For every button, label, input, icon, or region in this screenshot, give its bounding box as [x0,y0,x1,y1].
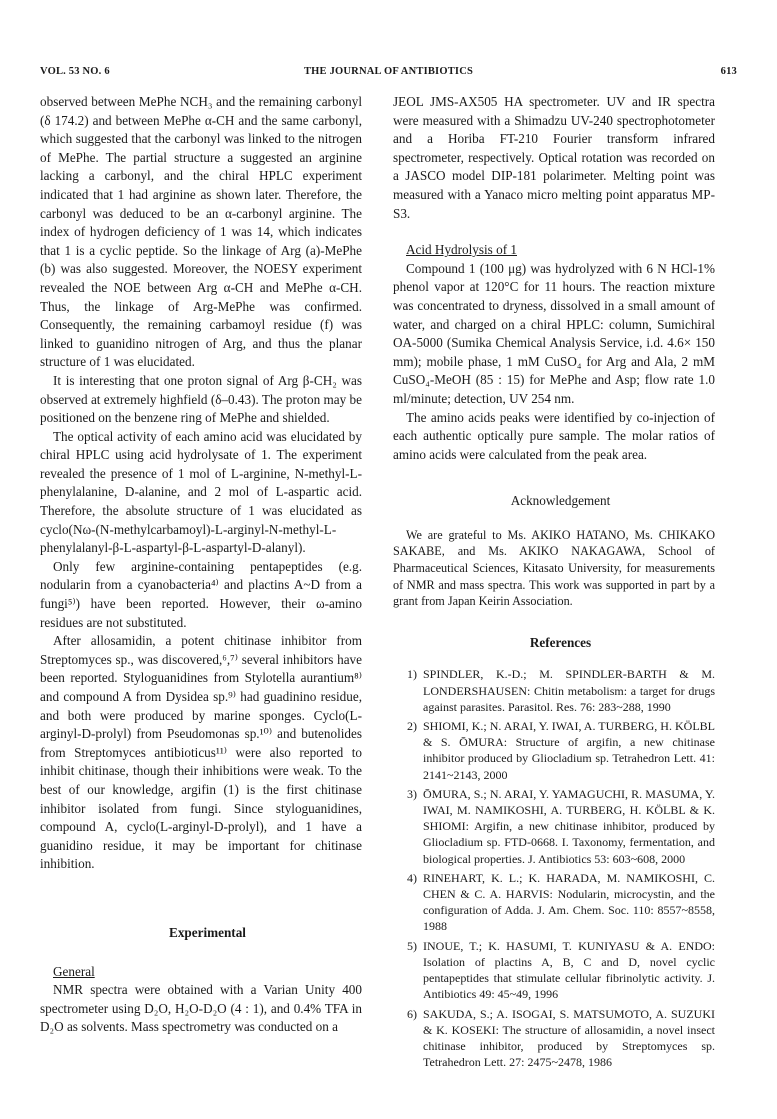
acknowledgement-text: We are grateful to Ms. AKIKO HATANO, Ms. CHIKAKO SAKABE, and Ms. AKIKO NAKAGAWA, School of Pharmaceutical Sciences, Kitasato University, for measurements of NMR and mass spectra. This work was supported in part by a grant from Japan Keirin Association. [393,527,715,609]
reference-item: 5) INOUE, T.; K. HASUMI, T. KUNIYASU & A. ENDO: Isolation of plactins A, B, C and D, novel cyclic pentapeptides that stimulate cellular fibrinolytic activity. J. Antibiotics 49: 45~49, 1996 [407,938,715,1002]
reference-item: 1) SPINDLER, K.-D.; M. SPINDLER-BARTH & M. LONDERSHAUSEN: Chitin metabolism: a target for drugs against parasites. Parasitol. Res. 76: 283~288, 1990 [407,667,715,714]
paragraph-pentapeptides: Only few arginine-containing pentapeptides (e.g. nodularin from a cyanobacteria⁴⁾ and plactins A~D from a fungi⁵⁾) have been reported. However, their ω-amino residues are not substituted. [40,558,362,630]
paragraph-general: NMR spectra were obtained with a Varian Unity 400 spectrometer using D₂O, H₂O-D₂O (4 : 1), and 0.4% TFA in D₂O as solvents. Mass spectrometry was conducted on a [40,982,362,1035]
reference-item: 3) ŌMURA, S.; N. ARAI, Y. YAMAGUCHI, R. MASUMA, Y. IWAI, M. NAMIKOSHI, A. TURBERG, H. KÖLBL & K. SHIOMI: Argifin, a new chitinase inhibitor, produced by Gliocladium sp. FTD-0668. I. Taxonomy, fermentation, and biological properties. J. Antibiotics 53: 603~608, 2000 [407,786,715,866]
general-subheading: General [53,963,95,979]
reference-item: 4) RINEHART, K. L.; K. HARADA, M. NAMIKOSHI, C. CHEN & C. A. HARVIS: Nodularin, microcystin, and the configuration of Adda. J. Am. Chem. Soc. 110: 8557~8558, 1988 [407,870,715,934]
paragraph-highfield: It is interesting that one proton signal of Arg β-CH₂ was observed at extremely highfield (δ–0.43). The proton may be positioned on the benzene ring of MePhe and shielded. [40,372,362,426]
references-list [393,666,715,1070]
reference-item: 6) SAKUDA, S.; A. ISOGAI, S. MATSUMOTO, A. SUZUKI & K. KOSEKI: The structure of allosamidin, a novel insect chitinase inhibitor, produced by Streptomyces sp. Tetrahedron Lett. 27: 2475~2478, 1986 [407,1006,715,1070]
right-column [393,93,715,1073]
paragraph-amino-acid-peaks: The amino acids peaks were identified by co-injection of each authentic optically pure sample. The molar ratios of amino acids were calculated from the peak area. [393,409,715,462]
paragraph-acid-hydrolysis: Compound 1 (100 μg) was hydrolyzed with 6 N HCl-1% phenol vapor at 120°C for 11 hours. The reaction mixture was concentrated to dryness, dissolved in a small amount of water, and charged on a chiral HPLC: column, Sumichiral OA-5000 (Sumika Chemical Analysis Service, i.d. 4.6× 150 mm); mobile phase, 1 mM CuSO₄ for Arg and Ala, 2 mM CuSO₄-MeOH (85 : 15) for MePhe and Asp; flow rate 1.0 ml/minute; detection, UV 254 nm. [393,260,715,406]
journal-title: THE JOURNAL OF ANTIBIOTICS [303,66,474,77]
left-column [40,93,362,1037]
acknowledgement-heading: Acknowledgement [510,493,611,509]
volume-label: VOL. 53 NO. 6 [40,66,110,77]
reference-item: 2) SHIOMI, K.; N. ARAI, Y. IWAI, A. TURBERG, H. KÖLBL & S. ŌMURA: Structure of argifin, a new chitinase inhibitor produced by Gliocladium sp. Tetrahedron Lett. 41: 2141~2143, 2000 [407,719,715,782]
paragraph-instruments: JEOL JMS-AX505 HA spectrometer. UV and IR spectra were measured with a Shimadzu UV-240 spectrophotometer and a Horiba FT-210 Fourier transform infrared spectrometer, respectively. Optical rotation was recorded on a JASCO model DIP-181 polarimeter. Melting point was measured with a Yanaco micro melting point apparatus MP-S3. [393,94,715,221]
experimental-heading: Experimental [169,924,246,940]
paragraph-optical-activity: The optical activity of each amino acid was elucidated by chiral HPLC using acid hydrolysate of 1. The experiment revealed the presence of 1 mol of L-arginine, N-methyl-L-phenylalanine, D-alanine, and 2 mol of L-aspartic acid. Therefore, the absolute structure of 1 was elucidated as cyclo(Nω-(N-methylcarbamoyl)-L-arginyl-N-methyl-L-phenylalanyl-β-L-aspartyl-β-L-aspartyl-D-alanyl). [40,428,362,556]
acid-hydrolysis-subheading: Acid Hydrolysis of 1 [406,242,517,258]
page-number: 613 [720,66,737,77]
paragraph-structure: observed between MePhe NCH₃ and the remaining carbonyl (δ 174.2) and between MePhe α-CH and the same carbonyl, which suggested that the carbonyl was linked to the nitrogen of MePhe. The partial structure a suggested an arginine lacking a carbonyl, and the chiral HPLC experiment indicated that 1 had arginine as shown later. Therefore, the carbonyl was deduced to be an α-carbonyl arginine. The index of hydrogen deficiency of 1 was 14, which indicates that 1 is a cyclic peptide. So the linkage of Arg (a)-MePhe (b) was also suggested. Moreover, the NOESY experiment revealed the NOE between Arg α-CH and MePhe α-CH. Thus, the linkage of Arg-MePhe was confirmed. Consequently, the remaining carbamoyl residue (f) was linked to guanidino nitrogen of Arg, and thus the planar structure of 1 was elucidated. [40,94,362,370]
paragraph-chitinase-inhibitors: After allosamidin, a potent chitinase inhibitor from Streptomyces sp., was discovered,⁶,⁷⁾ several inhibitors have been reported. Styloguanidines from Stylotella aurantium⁸⁾ and compound A from Dysidea sp.⁹⁾ had guadinino residue, and both were produced by marine sponges. Cyclo(L-arginyl-D-prolyl) from Pseudomonas sp.¹⁰⁾ and butenolides from Streptomyces antibioticus¹¹⁾ were also reported to inhibit chitinase, though their inhibitions were weak. To the best of our knowledge, argifin (1) is the first chitinase inhibitor isolated from fungi. Since styloguanidines, compound A, cyclo(L-arginyl-D-prolyl), and 1 have a guanidino residue, it may be important for chitinase inhibition. [40,633,362,872]
references-heading: References [529,634,592,650]
